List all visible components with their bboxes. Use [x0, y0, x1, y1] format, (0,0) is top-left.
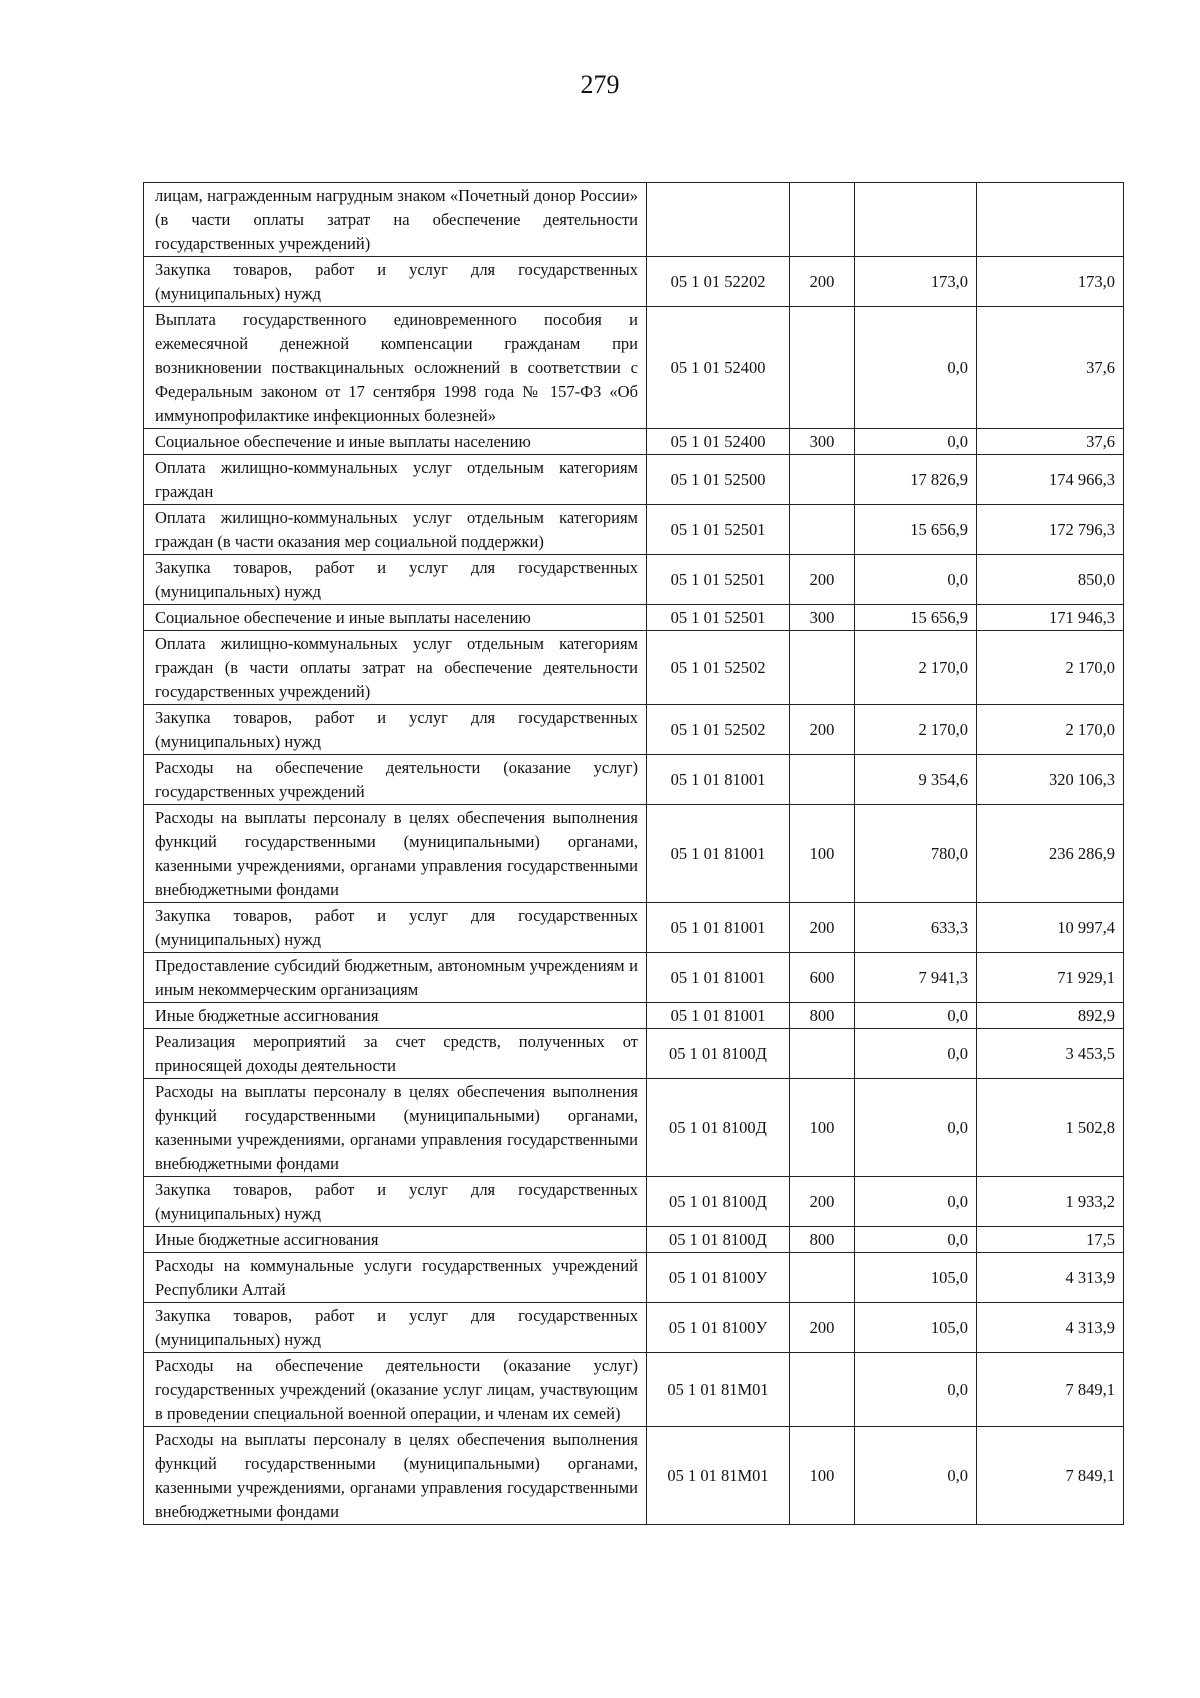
expense-type-cell — [790, 455, 855, 505]
amount-first-cell: 173,0 — [855, 257, 977, 307]
amount-first-cell: 0,0 — [855, 429, 977, 455]
table-row — [144, 903, 1124, 953]
expense-name-cell: Социальное обеспечение и иные выплаты населению — [144, 429, 647, 455]
amount-second-cell: 1 502,8 — [977, 1079, 1124, 1177]
amount-first-cell: 9 354,6 — [855, 755, 977, 805]
expense-type-cell: 200 — [790, 903, 855, 953]
expense-type-cell — [790, 1253, 855, 1303]
amount-second-cell: 172 796,3 — [977, 505, 1124, 555]
expense-name-cell: лицам, награжденным нагрудным знаком «Почетный донор России» (в части оплаты затрат на обеспечение деятельности государственных учреждений) — [144, 183, 647, 257]
amount-second-cell: 173,0 — [977, 257, 1124, 307]
target-code-cell: 05 1 01 81М01 — [647, 1427, 790, 1525]
expense-name-cell: Закупка товаров, работ и услуг для государственных (муниципальных) нужд — [144, 555, 647, 605]
expense-name-cell: Оплата жилищно-коммунальных услуг отдельным категориям граждан — [144, 455, 647, 505]
amount-first-cell: 633,3 — [855, 903, 977, 953]
amount-first-cell: 2 170,0 — [855, 631, 977, 705]
target-code-cell — [647, 183, 790, 257]
budget-table-body — [144, 183, 1124, 1525]
expense-type-cell — [790, 755, 855, 805]
amount-second-cell: 71 929,1 — [977, 953, 1124, 1003]
budget-table — [143, 182, 1124, 1525]
table-row — [144, 755, 1124, 805]
expense-type-cell — [790, 631, 855, 705]
table-row — [144, 1427, 1124, 1525]
target-code-cell: 05 1 01 52501 — [647, 605, 790, 631]
expense-name-cell: Социальное обеспечение и иные выплаты населению — [144, 605, 647, 631]
amount-second-cell: 4 313,9 — [977, 1253, 1124, 1303]
expense-type-cell: 200 — [790, 705, 855, 755]
table-row — [144, 605, 1124, 631]
amount-first-cell: 780,0 — [855, 805, 977, 903]
amount-second-cell: 3 453,5 — [977, 1029, 1124, 1079]
amount-first-cell: 0,0 — [855, 1079, 977, 1177]
expense-name-cell: Иные бюджетные ассигнования — [144, 1003, 647, 1029]
amount-first-cell: 15 656,9 — [855, 605, 977, 631]
table-row — [144, 1303, 1124, 1353]
target-code-cell: 05 1 01 81001 — [647, 953, 790, 1003]
amount-second-cell: 7 849,1 — [977, 1427, 1124, 1525]
table-row — [144, 307, 1124, 429]
expense-name-cell: Закупка товаров, работ и услуг для государственных (муниципальных) нужд — [144, 1303, 647, 1353]
expense-type-cell — [790, 505, 855, 555]
table-row — [144, 455, 1124, 505]
expense-type-cell: 100 — [790, 805, 855, 903]
expense-name-cell: Закупка товаров, работ и услуг для государственных (муниципальных) нужд — [144, 1177, 647, 1227]
amount-second-cell — [977, 183, 1124, 257]
amount-second-cell: 171 946,3 — [977, 605, 1124, 631]
target-code-cell: 05 1 01 52502 — [647, 631, 790, 705]
expense-name-cell: Закупка товаров, работ и услуг для государственных (муниципальных) нужд — [144, 705, 647, 755]
expense-type-cell: 300 — [790, 605, 855, 631]
expense-name-cell: Расходы на обеспечение деятельности (оказание услуг) государственных учреждений (оказание услуг лицам, участвующим в проведении специальной военной операции, и членам их семей) — [144, 1353, 647, 1427]
table-row — [144, 505, 1124, 555]
target-code-cell: 05 1 01 8100Д — [647, 1079, 790, 1177]
target-code-cell: 05 1 01 52500 — [647, 455, 790, 505]
expense-name-cell: Реализация мероприятий за счет средств, полученных от приносящей доходы деятельности — [144, 1029, 647, 1079]
target-code-cell: 05 1 01 81001 — [647, 755, 790, 805]
table-row — [144, 705, 1124, 755]
target-code-cell: 05 1 01 81001 — [647, 805, 790, 903]
amount-second-cell: 37,6 — [977, 307, 1124, 429]
target-code-cell: 05 1 01 81001 — [647, 1003, 790, 1029]
table-row — [144, 1029, 1124, 1079]
amount-second-cell: 10 997,4 — [977, 903, 1124, 953]
expense-name-cell: Расходы на обеспечение деятельности (оказание услуг) государственных учреждений — [144, 755, 647, 805]
target-code-cell: 05 1 01 52202 — [647, 257, 790, 307]
target-code-cell: 05 1 01 52400 — [647, 429, 790, 455]
target-code-cell: 05 1 01 52502 — [647, 705, 790, 755]
target-code-cell: 05 1 01 52400 — [647, 307, 790, 429]
amount-first-cell: 0,0 — [855, 307, 977, 429]
target-code-cell: 05 1 01 8100Д — [647, 1227, 790, 1253]
amount-first-cell: 17 826,9 — [855, 455, 977, 505]
target-code-cell: 05 1 01 81001 — [647, 903, 790, 953]
expense-type-cell: 800 — [790, 1003, 855, 1029]
expense-name-cell: Расходы на коммунальные услуги государственных учреждений Республики Алтай — [144, 1253, 647, 1303]
expense-type-cell — [790, 307, 855, 429]
amount-first-cell: 7 941,3 — [855, 953, 977, 1003]
expense-name-cell: Выплата государственного единовременного пособия и ежемесячной денежной компенсации гражданам при возникновении поствакцинальных осложнений в соответствии с Федеральным законом от 17 сентября 1998 года № 157-ФЗ «Об иммунопрофилактике инфекционных болезней» — [144, 307, 647, 429]
expense-name-cell: Расходы на выплаты персоналу в целях обеспечения выполнения функций государственными (муниципальными) органами, казенными учреждениями, органами управления государственными внебюджетными фондами — [144, 1079, 647, 1177]
table-row — [144, 1227, 1124, 1253]
amount-first-cell: 0,0 — [855, 1227, 977, 1253]
amount-second-cell: 236 286,9 — [977, 805, 1124, 903]
amount-second-cell: 850,0 — [977, 555, 1124, 605]
expense-type-cell: 100 — [790, 1427, 855, 1525]
amount-second-cell: 2 170,0 — [977, 705, 1124, 755]
expense-name-cell: Закупка товаров, работ и услуг для государственных (муниципальных) нужд — [144, 257, 647, 307]
expense-type-cell — [790, 1353, 855, 1427]
table-row — [144, 1177, 1124, 1227]
amount-second-cell: 892,9 — [977, 1003, 1124, 1029]
amount-second-cell: 2 170,0 — [977, 631, 1124, 705]
expense-type-cell: 100 — [790, 1079, 855, 1177]
expense-type-cell: 300 — [790, 429, 855, 455]
expense-type-cell — [790, 1029, 855, 1079]
expense-type-cell: 200 — [790, 1177, 855, 1227]
target-code-cell: 05 1 01 52501 — [647, 505, 790, 555]
amount-first-cell: 0,0 — [855, 1177, 977, 1227]
amount-second-cell: 320 106,3 — [977, 755, 1124, 805]
amount-first-cell: 0,0 — [855, 555, 977, 605]
amount-first-cell: 105,0 — [855, 1303, 977, 1353]
amount-first-cell: 0,0 — [855, 1029, 977, 1079]
amount-second-cell: 4 313,9 — [977, 1303, 1124, 1353]
amount-second-cell: 7 849,1 — [977, 1353, 1124, 1427]
amount-first-cell — [855, 183, 977, 257]
table-row — [144, 183, 1124, 257]
amount-second-cell: 1 933,2 — [977, 1177, 1124, 1227]
expense-type-cell — [790, 183, 855, 257]
table-row — [144, 1253, 1124, 1303]
expense-type-cell: 200 — [790, 257, 855, 307]
expense-name-cell: Закупка товаров, работ и услуг для государственных (муниципальных) нужд — [144, 903, 647, 953]
table-row — [144, 1079, 1124, 1177]
amount-second-cell: 174 966,3 — [977, 455, 1124, 505]
table-row — [144, 1003, 1124, 1029]
expense-type-cell: 200 — [790, 555, 855, 605]
expense-name-cell: Расходы на выплаты персоналу в целях обеспечения выполнения функций государственными (муниципальными) органами, казенными учреждениями, органами управления государственными внебюджетными фондами — [144, 1427, 647, 1525]
amount-second-cell: 37,6 — [977, 429, 1124, 455]
expense-name-cell: Оплата жилищно-коммунальных услуг отдельным категориям граждан (в части оказания мер социальной поддержки) — [144, 505, 647, 555]
amount-first-cell: 0,0 — [855, 1427, 977, 1525]
target-code-cell: 05 1 01 8100Д — [647, 1177, 790, 1227]
amount-first-cell: 105,0 — [855, 1253, 977, 1303]
table-row — [144, 555, 1124, 605]
amount-first-cell: 0,0 — [855, 1353, 977, 1427]
amount-second-cell: 17,5 — [977, 1227, 1124, 1253]
table-row — [144, 953, 1124, 1003]
amount-first-cell: 0,0 — [855, 1003, 977, 1029]
expense-name-cell: Оплата жилищно-коммунальных услуг отдельным категориям граждан (в части оплаты затрат на обеспечение деятельности государственных учреждений) — [144, 631, 647, 705]
target-code-cell: 05 1 01 52501 — [647, 555, 790, 605]
expense-name-cell: Предоставление субсидий бюджетным, автономным учреждениям и иным некоммерческим организациям — [144, 953, 647, 1003]
expense-type-cell: 600 — [790, 953, 855, 1003]
expense-type-cell: 200 — [790, 1303, 855, 1353]
page-number: 279 — [580, 70, 620, 99]
amount-first-cell: 2 170,0 — [855, 705, 977, 755]
amount-first-cell: 15 656,9 — [855, 505, 977, 555]
table-row — [144, 805, 1124, 903]
target-code-cell: 05 1 01 81М01 — [647, 1353, 790, 1427]
expense-name-cell: Иные бюджетные ассигнования — [144, 1227, 647, 1253]
table-row — [144, 631, 1124, 705]
table-row — [144, 257, 1124, 307]
expense-name-cell: Расходы на выплаты персоналу в целях обеспечения выполнения функций государственными (муниципальными) органами, казенными учреждениями, органами управления государственными внебюджетными фондами — [144, 805, 647, 903]
table-row — [144, 429, 1124, 455]
target-code-cell: 05 1 01 8100У — [647, 1253, 790, 1303]
expense-type-cell: 800 — [790, 1227, 855, 1253]
target-code-cell: 05 1 01 8100У — [647, 1303, 790, 1353]
table-row — [144, 1353, 1124, 1427]
target-code-cell: 05 1 01 8100Д — [647, 1029, 790, 1079]
